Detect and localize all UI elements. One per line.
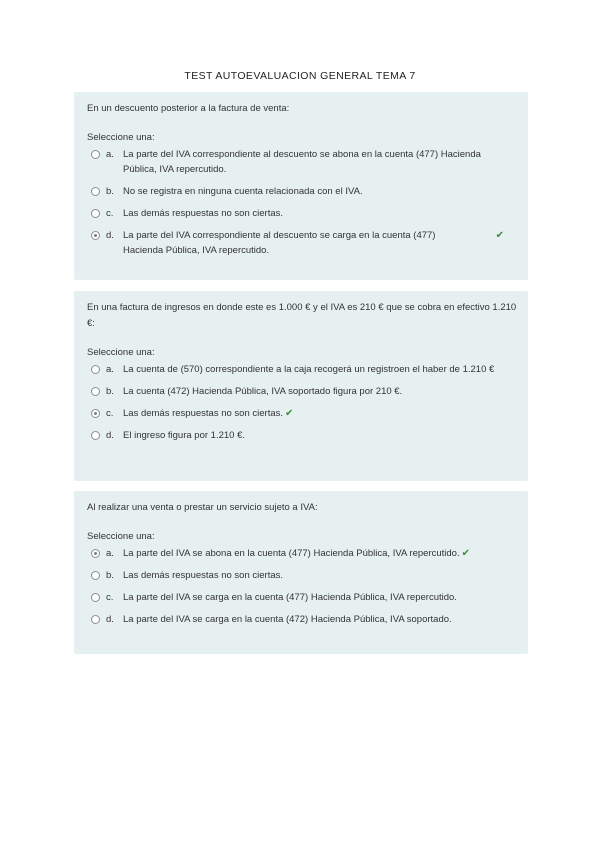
option-d[interactable]: [87, 428, 518, 443]
option-b[interactable]: [87, 384, 518, 399]
option-text: No se registra en ninguna cuenta relacionada con el IVA.: [123, 186, 363, 197]
option-a[interactable]: [87, 147, 518, 177]
option-letter: b.: [106, 186, 114, 197]
option-text: La cuenta de (570) correspondiente a la caja recogerá un registroen el haber de 1.210 €: [123, 364, 495, 375]
radio-button[interactable]: [91, 593, 100, 602]
correct-check-icon: ✔: [495, 230, 504, 241]
option-text: Las demás respuestas no son ciertas.: [123, 570, 284, 581]
answer-options: [87, 546, 518, 627]
question-1: [74, 92, 528, 280]
option-a[interactable]: [87, 546, 518, 561]
radio-button[interactable]: [91, 431, 100, 440]
option-b[interactable]: [87, 184, 518, 199]
option-letter: c.: [106, 408, 114, 419]
option-c[interactable]: [87, 406, 518, 421]
option-text: El ingreso figura por 1.210 €.: [123, 430, 245, 441]
radio-button[interactable]: [91, 365, 100, 374]
option-text: Las demás respuestas no son ciertas.: [123, 208, 284, 219]
option-letter: c.: [106, 208, 114, 219]
option-c[interactable]: [87, 590, 518, 605]
option-letter: d.: [106, 614, 114, 625]
option-d[interactable]: [87, 612, 518, 627]
question-text: En un descuento posterior a la factura de venta:: [87, 103, 290, 114]
question-text: En una factura de ingresos en donde este es 1.000 € y el IVA es 210 € que se cobra en efectivo 1.210 €:: [87, 302, 517, 329]
radio-button[interactable]: [91, 209, 100, 218]
option-text: La parte del IVA correspondiente al descuento se carga en la cuenta (477) Hacienda Pública, IVA repercutido.: [123, 230, 436, 256]
option-d[interactable]: [87, 228, 518, 258]
radio-button-selected[interactable]: [91, 549, 100, 558]
correct-check-icon: ✔: [461, 548, 470, 559]
radio-button[interactable]: [91, 571, 100, 580]
radio-button[interactable]: [91, 150, 100, 159]
option-text: La parte del IVA se carga en la cuenta (472) Hacienda Pública, IVA soportado.: [123, 614, 452, 625]
answer-options: [87, 362, 518, 443]
option-text: La parte del IVA se abona en la cuenta (477) Hacienda Pública, IVA repercutido.: [123, 548, 460, 559]
option-letter: b.: [106, 570, 114, 581]
select-prompt: Seleccione una:: [87, 132, 155, 143]
radio-button[interactable]: [91, 615, 100, 624]
option-letter: d.: [106, 430, 114, 441]
radio-button[interactable]: [91, 387, 100, 396]
question-2: [74, 291, 528, 481]
radio-button[interactable]: [91, 187, 100, 196]
select-prompt: Seleccione una:: [87, 531, 155, 542]
option-text: Las demás respuestas no son ciertas.: [123, 408, 284, 419]
option-letter: a.: [106, 548, 114, 559]
page-title: TEST AUTOEVALUACION GENERAL TEMA 7: [184, 70, 416, 82]
radio-button-selected[interactable]: [91, 409, 100, 418]
option-text: La parte del IVA correspondiente al descuento se abona en la cuenta (477) Hacienda Pública, IVA repercutido.: [123, 149, 481, 175]
select-prompt: Seleccione una:: [87, 347, 155, 358]
question-3: [74, 491, 528, 654]
option-letter: b.: [106, 386, 114, 397]
option-a[interactable]: [87, 362, 518, 377]
option-letter: a.: [106, 149, 114, 160]
correct-check-icon: ✔: [285, 408, 294, 419]
option-letter: c.: [106, 592, 114, 603]
option-b[interactable]: [87, 568, 518, 583]
radio-button-selected[interactable]: [91, 231, 100, 240]
option-c[interactable]: [87, 206, 518, 221]
option-letter: a.: [106, 364, 114, 375]
option-text: La parte del IVA se carga en la cuenta (477) Hacienda Pública, IVA repercutido.: [123, 592, 457, 603]
option-text-with-check: [123, 406, 293, 421]
option-letter: d.: [106, 230, 114, 241]
option-text-with-check: [123, 546, 470, 561]
option-text: La cuenta (472) Hacienda Pública, IVA soportado figura por 210 €.: [123, 386, 403, 397]
answer-options: [87, 147, 518, 258]
question-text: Al realizar una venta o prestar un servicio sujeto a IVA:: [87, 502, 318, 513]
